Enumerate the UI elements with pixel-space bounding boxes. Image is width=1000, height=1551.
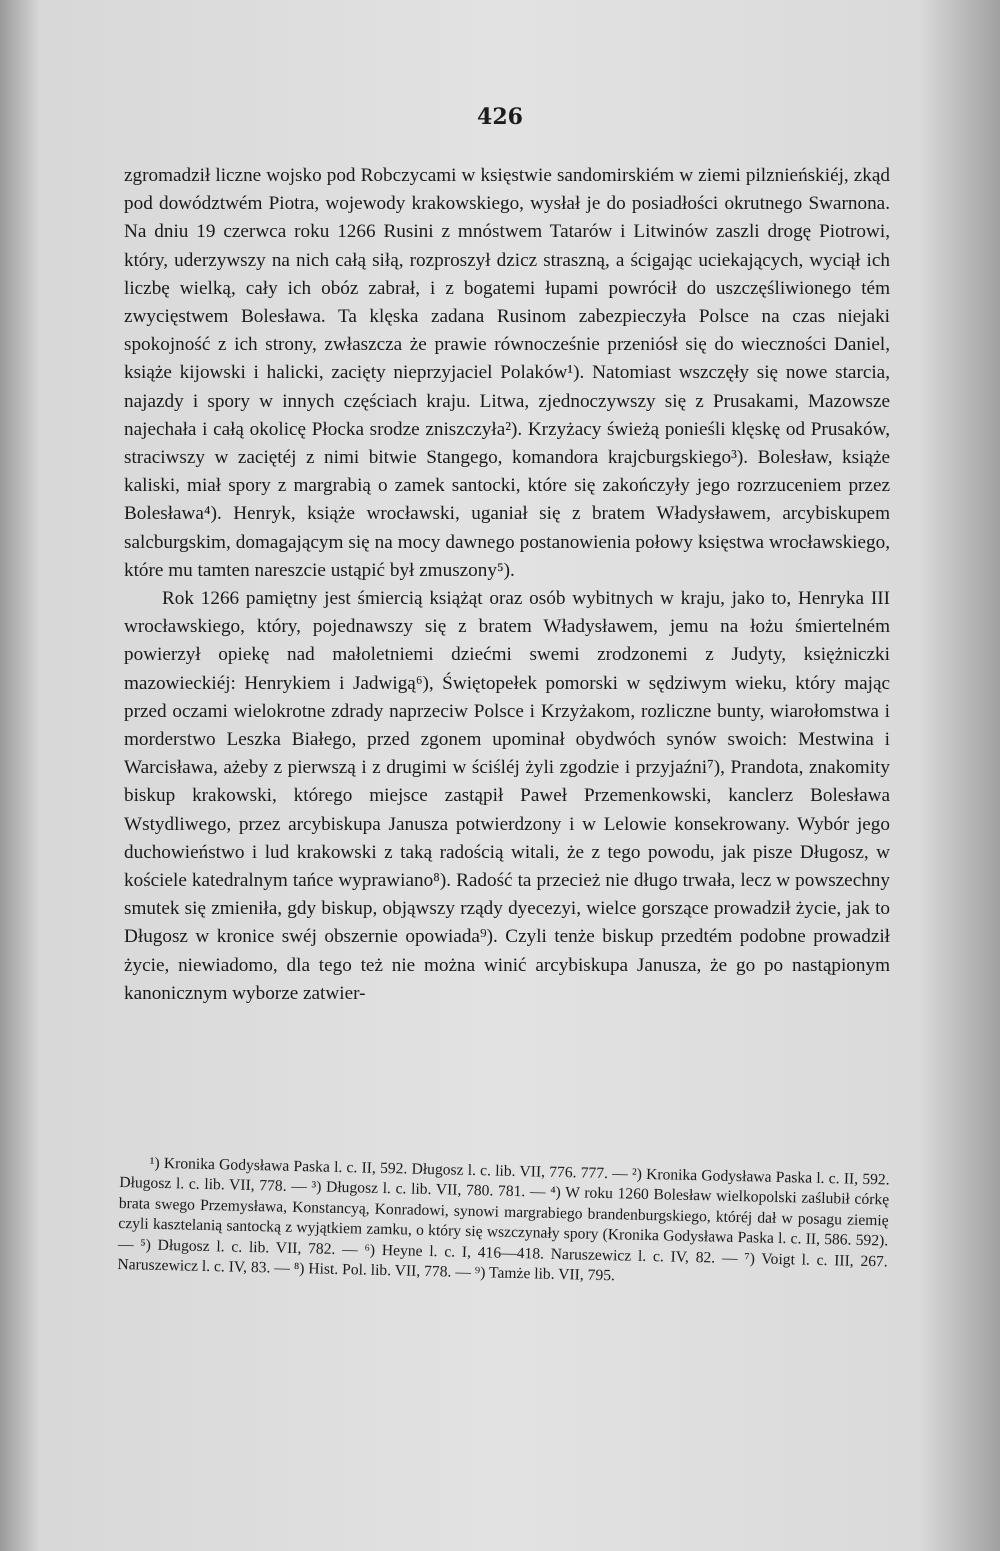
paragraph-2: Rok 1266 pamiętny jest śmiercią książąt oraz osób wybitnych w kraju, jako to, Henryka III wrocławskiego, który, pojednawszy się z bratem Władysławem, jemu na łożu śmiertelném powierzył opiekę nad małoletniemi dziećmi swemi zrodzonemi z Judyty, księżniczki mazowieckiéj: Henrykiem i Jadwigą⁶), Świętopełek pomorski w sędziwym wieku, który mając przed oczami wielokrotne zdrady naprzeciw Polsce i Krzyżakom, rozliczne bunty, wiarołomstwa i morderstwo Leszka Białego, przed zgonem upominał obydwóch synów swoich: Mestwina i Warcisława, ażeby z pierwszą i z drugimi w ściśléj żyli zgodzie i przyjaźni⁷), Prandota, znakomity biskup krakowski, którego miejsce zastąpił Paweł Przemenkowski, kanclerz Bolesława Wstydliwego, przez arcybiskupa Janusza potwierdzony i w Lelowie konsekrowany. Wybór jego duchowieństwo i lud krakowski z taką radością witali, że z tego powodu, jak pisze Długosz, w kościele katedralnym tańce wyprawiano⁸). Radość ta przecież nie długo trwała, lecz w powszechny smutek się zmieniła, gdy biskup, objąwszy rządy dyecezyi, wielce gorszące prowadził życie, jak to Długosz w kronice swéj obszernie opowiada⁹). Czyli tenże biskup przedtém podobne prowadził życie, niewiadomo, dla tego też nie można winić arcybiskupa Janusza, że go po nastąpionym kanonicznym wyborze zatwier- (124, 588, 890, 1004)
footnotes-text: ¹) Kronika Godysława Paska l. c. II, 592. Długosz l. c. lib. VII, 776. 777. — ²) Kronika Godysława Paska l. c. II, 592. Długosz l. c. lib. VII, 778. — ³) Długosz l. c. lib. VII, 780. 781. — ⁴) W roku 1260 Bolesław wielkopolski zaślubił córkę brata swego Przemysława, Konstancyą, Konradowi, synowi margrabiego brandenburgskiego, któréj dał w posagu ziemię czyli kasztelanią santocką z wyjątkiem zamku, o który się wszczynały spory (Kronika Godysława Paska l. c. II, 586. 592). — ⁵) Długosz l. c. lib. VII, 782. — ⁶) Heyne l. c. I, 416—418. Naruszewicz l. c. IV, 82. — ⁷) Voigt l. c. III, 267. Naruszewicz l. c. IV, 83. — ⁸) Hist. Pol. lib. VII, 778. — ⁹) Tamże lib. VII, 795. (117, 1154, 890, 1285)
paragraph-1: zgromadził liczne wojsko pod Robczycami w księstwie sandomirskiém w ziemi pilznieńskiéj, zkąd pod dowództwém Piotra, wojewody krakowskiego, wysłał je do posiadłości okrutnego Swarnona. Na dniu 19 czerwca roku 1266 Rusini z mnóstwem Tatarów i Litwinów zaszli drogę Piotrowi, który, uderzywszy na nich całą siłą, rozproszył dzicz straszną, a ścigając uciekających, wyciął ich liczbę wielką, cały ich obóz zabrał, i z bogatemi łupami powrócił do uszczęśliwionego tém zwycięstwem Bolesława. Ta klęska zadana Rusinom zabezpieczyła Polsce na czas niejaki spokojność z ich strony, zwłaszcza że prawie równocześnie przeniósł się do wieczności Daniel, książe kijowski i halicki, zacięty nieprzyjaciel Polaków¹). Natomiast wszczęły się nowe starcia, najazdy i spory w innych częściach kraju. Litwa, zjednoczywszy się z Prusakami, Mazowsze najechała i całą okolicę Płocka srodze zniszczyła²). Krzyżacy świeżą ponieśli klęskę od Prusaków, straciwszy w zaciętéj z nimi bitwie Stangego, komandora krajcburgskiego³). Bolesław, książe kaliski, miał spory z margrabią o zamek santocki, które się zakończyły jego rozrzuceniem przez Bolesława⁴). Henryk, książe wrocławski, uganiał się z bratem Władysławem, arcybiskupem salcburgskim, domagającym się na mocy dawnego postanowienia połowy księstwa wrocławskiego, które mu tamten nareszcie ustąpić był zmuszony⁵). (124, 165, 890, 581)
footnotes (117, 1153, 890, 1293)
body-text (124, 162, 890, 1008)
page-number: 426 (477, 104, 523, 130)
